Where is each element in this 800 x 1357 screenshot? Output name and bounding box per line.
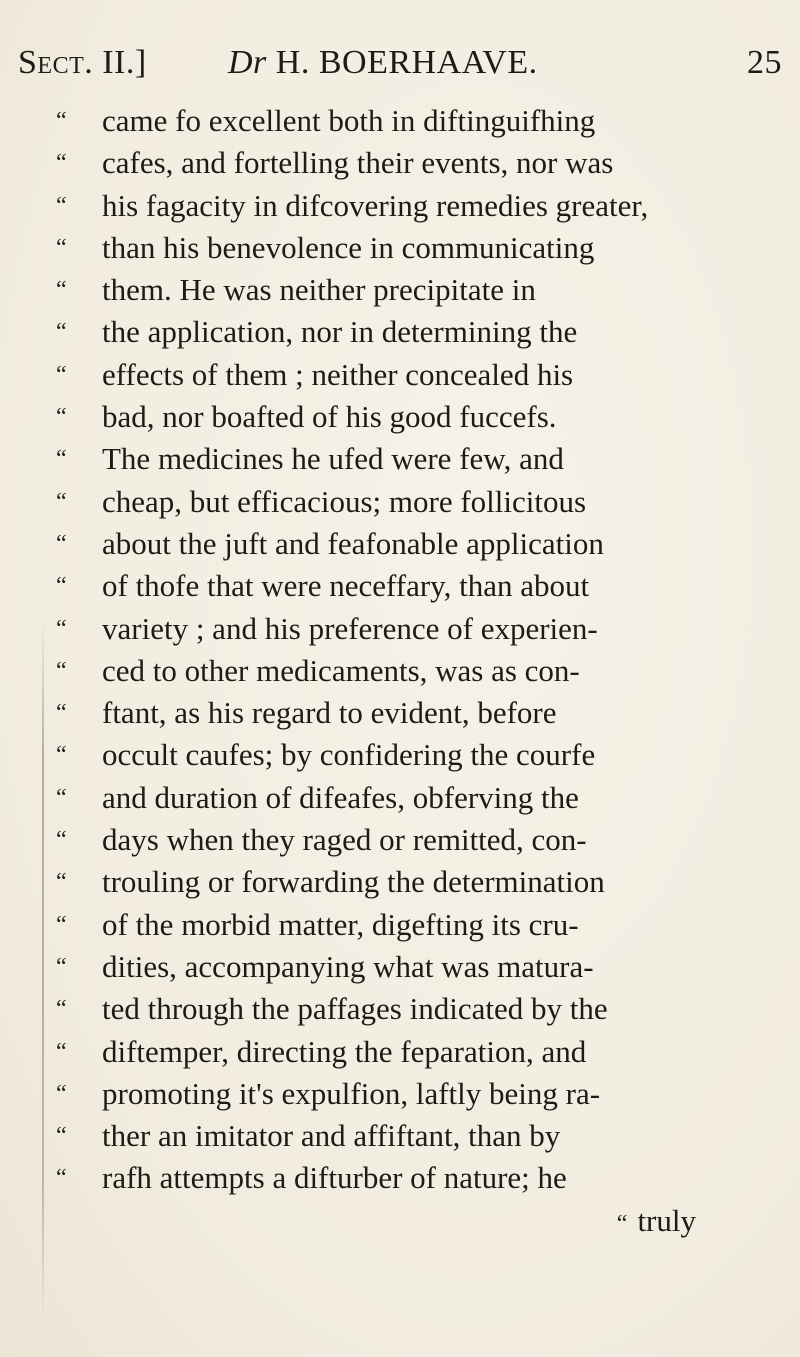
quote-mark: “	[56, 361, 67, 388]
quote-mark: “	[56, 996, 67, 1023]
text-line: “ ced to other medicaments, was as con-	[56, 650, 756, 692]
text-line: “ cafes, and fortelling their events, nor was	[56, 142, 756, 184]
title-name: H. BOERHAAVE.	[275, 44, 538, 81]
text-line: “ his fagacity in difcovering remedies greater,	[56, 185, 756, 227]
text-line: “ ftant, as his regard to evident, before	[56, 692, 756, 734]
text-line: “ than his benevolence in communicating	[56, 227, 756, 269]
text-line: “ occult caufes; by confidering the courfe	[56, 734, 756, 776]
text-line: “ ther an imitator and affiftant, than by	[56, 1115, 756, 1157]
quote-mark: “	[56, 657, 67, 684]
text-line: “ trouling or forwarding the determination	[56, 861, 756, 903]
text-line: “ ted through the paffages indicated by the	[56, 988, 756, 1030]
quote-mark: “	[56, 742, 67, 769]
quote-mark: “	[56, 150, 67, 177]
quote-mark: “	[56, 319, 67, 346]
quote-mark: “	[56, 784, 67, 811]
text-line: “ them. He was neither precipitate in	[56, 269, 756, 311]
quote-mark: “	[56, 108, 67, 134]
body-text	[56, 100, 756, 1242]
text-line: “ came fo excellent both in diftinguifhing	[56, 100, 756, 142]
quote-mark: “	[56, 1080, 67, 1107]
text-line: “ rafh attempts a difturber of nature; he	[56, 1157, 756, 1199]
text-line: “ bad, nor boafted of his good fuccefs.	[56, 396, 756, 438]
text-line: “ diftemper, directing the feparation, and	[56, 1031, 756, 1073]
text-line: “ the application, nor in determining the	[56, 311, 756, 353]
text-line: “ of thofe that were neceffary, than about	[56, 565, 756, 607]
quote-mark: “	[56, 700, 67, 727]
quote-mark: “	[56, 1123, 67, 1150]
running-header	[18, 44, 782, 94]
title-dr: Dr	[228, 44, 267, 81]
text-line: “ variety ; and his preference of experien-	[56, 608, 756, 650]
quote-mark: “	[56, 827, 67, 854]
catchword-line	[56, 1200, 756, 1242]
text-line: “ The medicines he ufed were few, and	[56, 438, 756, 480]
page-number: 25	[747, 44, 782, 81]
quote-mark: “	[56, 1038, 67, 1065]
text-line: “ cheap, but efficacious; more follicitous	[56, 481, 756, 523]
text-line: “ and duration of difeafes, obferving the	[56, 777, 756, 819]
quote-mark: “	[56, 911, 67, 938]
quote-mark: “	[56, 1165, 67, 1192]
section-label: Sect. II.]	[18, 44, 147, 81]
text-line: “ about the juft and feafonable application	[56, 523, 756, 565]
page-fold-shadow	[42, 620, 44, 1320]
quote-mark: “	[56, 446, 67, 473]
quote-mark: “	[616, 1210, 628, 1237]
text-line: “ days when they raged or remitted, con-	[56, 819, 756, 861]
quote-mark: “	[56, 869, 67, 896]
text-line: “ effects of them ; neither concealed his	[56, 354, 756, 396]
quote-mark: “	[56, 404, 67, 431]
text-line: “ promoting it's expulfion, laftly being ra-	[56, 1073, 756, 1115]
running-title	[228, 44, 538, 82]
text-line: “ of the morbid matter, digefting its cru-	[56, 904, 756, 946]
quote-mark: “	[56, 530, 67, 557]
quote-mark: “	[56, 953, 67, 980]
quote-mark: “	[56, 615, 67, 642]
catchword: truly	[637, 1202, 696, 1238]
quote-mark: “	[56, 192, 67, 219]
quote-mark: “	[56, 488, 67, 515]
quote-mark: “	[56, 234, 67, 261]
quote-mark: “	[56, 277, 67, 304]
text-line: “ dities, accompanying what was matura-	[56, 946, 756, 988]
quote-mark: “	[56, 573, 67, 600]
